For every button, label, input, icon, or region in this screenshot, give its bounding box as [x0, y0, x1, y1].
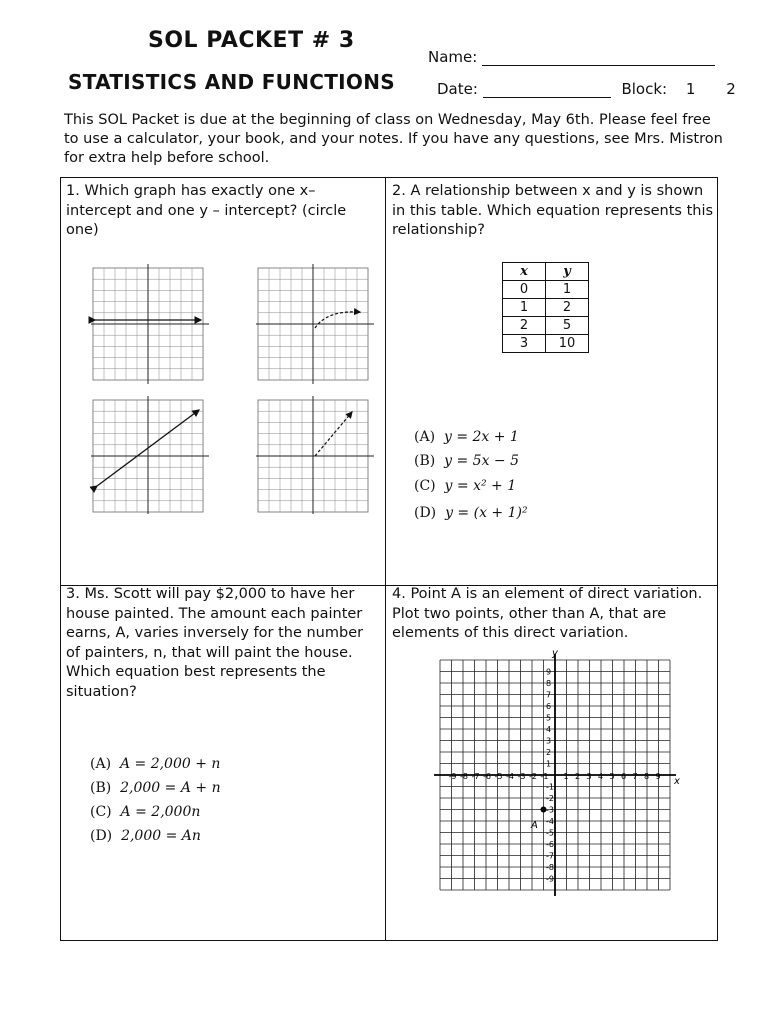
x-tick-label: 4	[598, 772, 604, 781]
name-field[interactable]	[482, 49, 715, 66]
y-tick-label: 5	[546, 713, 552, 723]
x-tick-label: -5	[494, 772, 503, 781]
q1-graph-d[interactable]	[256, 396, 374, 514]
block-option-2[interactable]: 2	[726, 80, 736, 98]
q1-graphs	[88, 258, 378, 514]
col-header-x: x	[503, 263, 546, 281]
name-label: Name:	[428, 48, 478, 66]
y-tick-label: -9	[546, 874, 554, 884]
cell: 2	[546, 299, 589, 317]
choice-text: A = 2,000n	[120, 804, 201, 820]
x-tick-label: 3	[586, 772, 592, 781]
choice-text: y = x² + 1	[444, 478, 517, 494]
q4-text: 4. Point A is an element of direct variation. Plot two points, other than A, that are elements of this direct variation.	[392, 586, 703, 641]
y-tick-label: 9	[546, 667, 552, 677]
q2-choice-d[interactable]	[414, 505, 528, 521]
x-tick-label: 7	[632, 772, 638, 781]
y-tick-label: -2	[546, 794, 554, 803]
y-tick-label: 1	[546, 759, 552, 769]
q2-choice-c[interactable]	[414, 478, 516, 494]
table-row	[503, 317, 589, 335]
choice-text: y = (x + 1)²	[445, 505, 528, 521]
title-line1: SOL PACKET # 3	[148, 28, 355, 53]
point-a	[541, 807, 547, 813]
choice-label: (A)	[414, 429, 436, 445]
table-row	[503, 281, 589, 299]
cell: 2	[503, 317, 546, 335]
x-tick-label: -9	[448, 772, 457, 781]
date-field[interactable]	[483, 81, 611, 98]
y-tick-label: -1	[546, 782, 554, 792]
choice-label: (C)	[90, 804, 112, 820]
y-tick-label: -6	[546, 840, 554, 849]
x-tick-label: 8	[644, 772, 650, 781]
q2-text: 2. A relationship between x and y is shown in this table. Which equation represents this relationship?	[392, 183, 714, 238]
choice-text: y = 5x − 5	[444, 453, 520, 469]
q1-graph-a[interactable]	[91, 264, 209, 384]
y-tick-label: -4	[546, 817, 554, 826]
y-tick-label: 4	[546, 725, 552, 734]
q4-coordinate-grid[interactable]	[430, 648, 686, 904]
q1-text: 1. Which graph has exactly one x–intercept and one y – intercept? (circle one)	[66, 183, 347, 238]
x-tick-label: 1	[563, 772, 569, 781]
q3-text: 3. Ms. Scott will pay $2,000 to have her house painted. The amount each painter earns, A, varies inversely for the number of painters, n, that will paint the house. Which equation best represents the situation?	[66, 586, 364, 700]
table-row	[503, 299, 589, 317]
q2-choice-b[interactable]	[414, 453, 519, 469]
title-line2: STATISTICS AND FUNCTIONS	[68, 70, 395, 94]
choice-label: (C)	[414, 478, 436, 494]
q3-choice-a[interactable]	[90, 756, 220, 772]
choice-label: (D)	[414, 505, 437, 521]
x-tick-label: -3	[517, 772, 526, 781]
choice-label: (B)	[414, 453, 436, 469]
x-tick-label: -2	[529, 772, 537, 781]
q2-choice-a[interactable]	[414, 429, 519, 445]
choice-label: (A)	[90, 756, 112, 772]
x-axis-label: x	[674, 776, 680, 787]
block-label: Block:	[621, 80, 668, 98]
choice-label: (B)	[90, 780, 112, 796]
x-tick-label: 6	[621, 772, 627, 781]
x-tick-label: -4	[506, 772, 514, 781]
choice-text: 2,000 = A + n	[120, 780, 221, 796]
q3-choice-d[interactable]	[90, 828, 201, 844]
cell: 1	[546, 281, 589, 299]
date-row	[437, 80, 736, 98]
choice-label: (D)	[90, 828, 113, 844]
q3-choice-c[interactable]	[90, 804, 200, 820]
intro-text: This SOL Packet is due at the beginning of class on Wednesday, May 6th. Please feel free to use a calculator, your book, and your notes. If you have any questions, see Mrs. Mistron for extra help before school.	[64, 112, 723, 166]
cell: 5	[546, 317, 589, 335]
y-tick-label: 3	[546, 736, 552, 746]
q3-choice-b[interactable]	[90, 780, 221, 796]
x-tick-label: -7	[471, 772, 480, 781]
x-tick-label: 5	[609, 772, 615, 781]
cell: 10	[546, 335, 589, 353]
y-axis-label: y	[552, 648, 558, 659]
choice-text: A = 2,000 + n	[119, 756, 221, 772]
date-label: Date:	[437, 80, 478, 98]
y-tick-label: 6	[546, 702, 552, 711]
x-tick-label: -6	[483, 772, 491, 781]
y-tick-label: -5	[546, 828, 554, 838]
q1-graph-c[interactable]	[91, 396, 209, 514]
y-tick-label: 2	[546, 748, 552, 757]
y-tick-label: -7	[546, 851, 554, 861]
q1-graph-b[interactable]	[256, 264, 374, 384]
q2-table	[502, 262, 589, 353]
table-row	[503, 335, 589, 353]
y-tick-label: 7	[546, 690, 552, 700]
cell: 3	[503, 335, 546, 353]
x-tick-label: 2	[575, 772, 581, 781]
y-tick-label: -8	[546, 863, 554, 872]
x-tick-label: -1	[540, 772, 549, 781]
point-a-label: A	[531, 820, 538, 831]
choice-text: 2,000 = An	[121, 828, 201, 844]
cell: 1	[503, 299, 546, 317]
y-tick-label: 8	[546, 679, 552, 688]
col-header-y: y	[546, 263, 589, 281]
x-tick-label: 9	[655, 772, 661, 781]
block-option-1[interactable]: 1	[685, 80, 696, 98]
x-tick-label: -8	[460, 772, 468, 781]
choice-text: y = 2x + 1	[443, 429, 519, 445]
cell: 0	[503, 281, 546, 299]
name-row	[428, 48, 715, 66]
y-tick-label: -3	[546, 805, 554, 815]
column-divider	[385, 177, 386, 941]
